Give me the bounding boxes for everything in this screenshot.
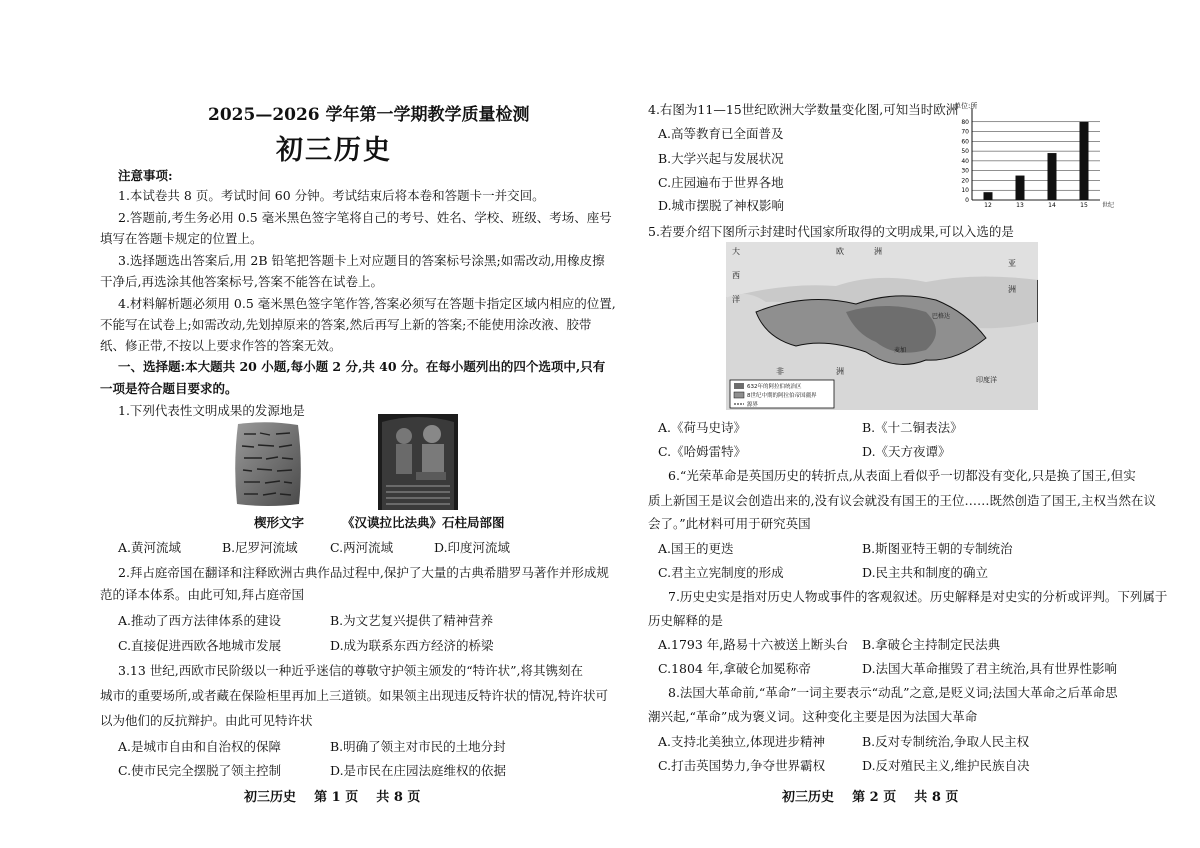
hammurabi-stele-image	[378, 414, 458, 510]
subject-title: 初三历史	[276, 135, 392, 166]
q7-option-c[interactable]: C.1804 年,拿破仑加冕称帝	[658, 661, 811, 676]
page-footer-right: 初三历史 第 2 页 共 8 页	[782, 790, 959, 805]
q6-stem: 质上新国王是议会创造出来的,没有议会就没有国王的王位……既然创造了国王,主权当然在议	[648, 493, 1156, 508]
q5-option-c[interactable]: C.《哈姆雷特》	[658, 444, 747, 459]
map-label: 欧	[836, 247, 844, 256]
university-count-chart	[950, 98, 1122, 214]
exam-title: 2025—2026 学年第一学期教学质量检测	[208, 105, 530, 125]
q1-caption-1: 楔形文字	[254, 515, 305, 530]
map-label: 印度洋	[976, 376, 997, 384]
q3-stem: 以为他们的反抗辩护。由此可见特许状	[100, 713, 313, 728]
q8-option-d[interactable]: D.反对殖民主义,维护民族自决	[862, 758, 1030, 773]
chart-ytick-label: 0	[965, 197, 969, 204]
q6-option-d[interactable]: D.民主共和制度的确立	[862, 565, 989, 580]
chart-bar	[984, 192, 993, 200]
q4-option-b[interactable]: B.大学兴起与发展状况	[658, 151, 784, 166]
section-heading: 一、选择题:本大题共 20 小题,每小题 2 分,共 40 分。在每小题列出的四个选项中,只有	[118, 359, 606, 374]
q4-stem: 4.右图为11—15世纪欧洲大学数量变化图,可知当时欧洲	[648, 102, 959, 117]
q2-option-d[interactable]: D.成为联系东西方经济的桥梁	[330, 638, 494, 653]
chart-ytick-label: 30	[961, 167, 969, 175]
q2-stem: 2.拜占庭帝国在翻译和注释欧洲古典作品过程中,保护了大量的古典希腊罗马著作并形成规	[118, 565, 609, 580]
cuneiform-tablet-image	[232, 420, 304, 508]
notice-line: 不能写在试卷上;如需改动,先划掉原来的答案,然后再写上新的答案;不能使用涂改液、胶带	[100, 317, 592, 332]
notice-line: 1.本试卷共 8 页。考试时间 60 分钟。考试结束后将本卷和答题卡一并交回。	[118, 188, 545, 203]
chart-ylabel: 单位:所	[954, 102, 978, 110]
q3-option-d[interactable]: D.是市民在庄园法庭维权的依据	[330, 763, 507, 778]
q4-option-a[interactable]: A.高等教育已全面普及	[658, 126, 784, 141]
chart-ytick-label: 50	[961, 148, 969, 156]
q1-option-a[interactable]: A.黄河流域	[118, 540, 182, 555]
q3-stem: 3.13 世纪,西欧市民阶级以一种近乎迷信的尊敬守护领主颁发的“特许状”,将其镌刻在	[118, 663, 584, 678]
chart-xlabel: 世纪	[1102, 202, 1115, 209]
q4-option-c[interactable]: C.庄园遍布于世界各地	[658, 175, 784, 190]
q4-option-d[interactable]: D.城市摆脱了神权影响	[658, 198, 785, 213]
q3-option-c[interactable]: C.使市民完全摆脱了领主控制	[118, 763, 282, 778]
chart-bar	[1048, 153, 1057, 200]
q1-option-c[interactable]: C.两河流域	[330, 540, 394, 555]
q2-option-c[interactable]: C.直接促进西欧各地城市发展	[118, 638, 282, 653]
q2-option-b[interactable]: B.为文艺复兴提供了精神营养	[330, 613, 494, 628]
notice-line: 填写在答题卡规定的位置上。	[100, 231, 263, 246]
q8-stem: 8.法国大革命前,“革命”一词主要表示“动乱”之意,是贬义词;法国大革命之后革命思	[668, 685, 1118, 700]
chart-ytick-label: 40	[961, 157, 969, 165]
q1-option-b[interactable]: B.尼罗河流域	[222, 540, 298, 555]
q6-stem: 6.“光荣革命是英国历史的转折点,从表面上看似乎一切都没有变化,只是换了国王,但实	[668, 468, 1136, 483]
q8-option-c[interactable]: C.打击英国势力,争夺世界霸权	[658, 758, 826, 773]
map-label: 洲	[874, 247, 882, 256]
q2-option-a[interactable]: A.推动了西方法律体系的建设	[118, 613, 282, 628]
map-label: 巴格达	[932, 313, 951, 320]
q6-option-c[interactable]: C.君主立宪制度的形成	[658, 565, 784, 580]
q5-option-a[interactable]: A.《荷马史诗》	[658, 420, 747, 435]
notice-heading: 注意事项:	[118, 168, 173, 183]
chart-bar	[1080, 122, 1089, 200]
map-label: 非	[776, 367, 784, 376]
map-label: 洋	[732, 295, 740, 304]
q6-option-a[interactable]: A.国王的更迭	[658, 541, 734, 556]
chart-bar	[1016, 176, 1025, 200]
q6-option-b[interactable]: B.斯图亚特王朝的专制统治	[862, 541, 1013, 556]
map-label: 洲	[1008, 285, 1016, 294]
chart-ytick-label: 20	[961, 177, 969, 185]
q7-stem: 历史解释的是	[648, 613, 724, 628]
notice-line: 干净后,再选涂其他答案标号,答案不能答在试卷上。	[100, 274, 383, 289]
chart-xtick-label: 14	[1048, 202, 1056, 209]
q3-stem: 城市的重要场所,或者藏在保险柜里再加上三道锁。如果领主出现违反特许状的情况,特许状可	[100, 688, 608, 703]
q7-stem: 7.历史史实是指对历史人物或事件的客观叙述。历史解释是对史实的分析或评判。下列属于	[668, 589, 1168, 604]
map-label: 亚	[1008, 259, 1016, 268]
notice-line: 2.答题前,考生务必用 0.5 毫米黑色签字笔将自己的考号、姓名、学校、班级、考场、座号	[118, 210, 612, 225]
map-legend-2: 8世纪中期的阿拉伯帝国疆界	[747, 393, 817, 399]
q7-option-a[interactable]: A.1793 年,路易十六被送上断头台	[658, 637, 849, 652]
q6-stem: 会了。”此材料可用于研究英国	[648, 516, 811, 531]
q8-stem: 潮兴起,“革命”成为褒义词。这种变化主要是因为法国大革命	[648, 709, 978, 724]
chart-xtick-label: 15	[1080, 202, 1088, 209]
q7-option-d[interactable]: D.法国大革命摧毁了君主统治,具有世界性影响	[862, 661, 1118, 676]
q1-option-d[interactable]: D.印度河流域	[434, 540, 511, 555]
q5-stem: 5.若要介绍下图所示封建时代国家所取得的文明成果,可以入选的是	[648, 224, 1014, 239]
map-legend-3: 源界	[747, 402, 759, 408]
q5-option-d[interactable]: D.《天方夜谭》	[862, 444, 951, 459]
chart-ytick-label: 10	[961, 187, 969, 195]
map-label: 西	[732, 271, 740, 280]
q7-option-b[interactable]: B.拿破仑主持制定民法典	[862, 637, 1001, 652]
page-footer-left: 初三历史 第 1 页 共 8 页	[244, 790, 421, 805]
chart-ytick-label: 80	[961, 118, 969, 126]
notice-line: 4.材料解析题必须用 0.5 毫米黑色签字笔作答,答案必须写在答题卡指定区域内相应的位置,	[118, 296, 616, 311]
map-label: 洲	[836, 367, 844, 376]
chart-xtick-label: 13	[1016, 202, 1024, 209]
arab-empire-map	[726, 242, 1038, 410]
q8-option-a[interactable]: A.支持北美独立,体现进步精神	[658, 734, 825, 749]
map-label: 麦加	[894, 347, 907, 354]
chart-ytick-label: 70	[961, 128, 969, 136]
q2-stem: 范的译本体系。由此可知,拜占庭帝国	[100, 587, 304, 602]
q8-option-b[interactable]: B.反对专制统治,争取人民主权	[862, 734, 1030, 749]
chart-xtick-label: 12	[984, 202, 992, 209]
q3-option-a[interactable]: A.是城市自由和自治权的保障	[118, 739, 282, 754]
notice-line: 3.选择题选出答案后,用 2B 铅笔把答题卡上对应题目的答案标号涂黑;如需改动,用橡皮擦	[118, 253, 605, 268]
section-heading: 一项是符合题目要求的。	[100, 381, 238, 396]
q3-option-b[interactable]: B.明确了领主对市民的土地分封	[330, 739, 506, 754]
q1-stem: 1.下列代表性文明成果的发源地是	[118, 403, 305, 418]
map-label: 大	[732, 247, 740, 256]
notice-line: 纸、修正带,不按以上要求作答的答案无效。	[100, 338, 342, 353]
map-legend-1: 632年的阿拉伯统治区	[747, 384, 802, 390]
q5-option-b[interactable]: B.《十二铜表法》	[862, 420, 963, 435]
q1-caption-2: 《汉谟拉比法典》石柱局部图	[342, 515, 505, 530]
chart-ytick-label: 60	[961, 138, 969, 146]
